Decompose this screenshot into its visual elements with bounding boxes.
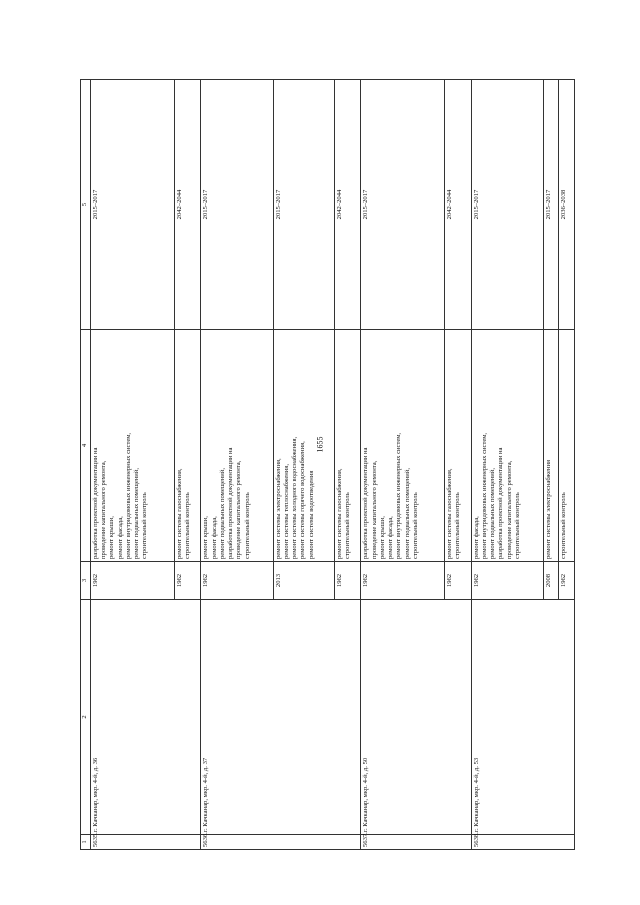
header-col-5: 5 <box>81 80 91 330</box>
repair-work-item: проведение капитального ремонта, <box>505 460 513 559</box>
row-number: 5635. <box>91 835 201 850</box>
build-year: 1962 <box>471 562 543 600</box>
repair-period: 2015–2017 <box>543 80 558 330</box>
repair-work-item: ремонт системы горячего водоснабжения, <box>299 441 307 559</box>
repair-works <box>273 330 334 562</box>
repair-work-item: ремонт внутридомовых инженерных систем, <box>480 432 488 559</box>
build-year: 1962 <box>334 562 361 600</box>
row-number: 5636. <box>201 835 361 850</box>
repair-works <box>334 330 361 562</box>
repair-work-item: проведение капитального ремонта, <box>100 460 108 559</box>
repair-work-item: ремонт системы газоснабжения, <box>335 468 343 559</box>
repair-work-item: ремонт внутридомовых инженерных систем, <box>124 432 132 559</box>
table-body <box>91 80 575 850</box>
repair-work-item: строительный контроль <box>183 492 191 559</box>
build-year: 2013 <box>273 562 334 600</box>
repair-work-item: разработка проектной документации на <box>227 447 235 559</box>
header-col-2: 2 <box>81 600 91 835</box>
repair-work-item: ремонт крыши, <box>202 516 210 559</box>
repair-work-item: разработка проектной документации на <box>497 447 505 559</box>
table-header-row <box>81 80 91 850</box>
repair-work-item: ремонт системы электроснабжения <box>544 459 552 559</box>
repair-work-item: строительный контроль <box>141 492 149 559</box>
table-row <box>361 80 445 850</box>
repair-work-item: ремонт подвальных помещений, <box>403 468 411 559</box>
repair-work-item: строительный контроль <box>343 492 351 559</box>
repair-work-item: ремонт системы водоотведения <box>307 470 315 559</box>
repair-work-item: ремонт фасада, <box>472 516 480 559</box>
repair-work-item: ремонт системы холодного водоснабжения, <box>291 436 299 559</box>
building-address: г. Качканар, мкр. 4-й, д. 50 <box>361 600 471 835</box>
repair-work-item: разработка проектной документации на <box>362 447 370 559</box>
header-col-4: 4 <box>81 330 91 562</box>
repair-schedule-table <box>80 79 575 850</box>
repair-work-item: ремонт фасада, <box>116 516 124 559</box>
repair-work-item: ремонт подвальных помещений, <box>133 468 141 559</box>
repair-work-item: ремонт подвальных помещений, <box>218 468 226 559</box>
building-address: г. Качканар, мкр. 4-й, д. 53 <box>471 600 574 835</box>
repair-work-item: строительный контроль <box>243 492 251 559</box>
build-year: 2008 <box>543 562 558 600</box>
repair-works <box>361 330 445 562</box>
repair-period: 2042–2044 <box>174 80 201 330</box>
repair-work-item: ремонт крыши, <box>108 516 116 559</box>
repair-work-item: проведение капитального ремонта, <box>235 460 243 559</box>
repair-works <box>444 330 471 562</box>
repair-works <box>201 330 273 562</box>
table-row <box>201 80 273 850</box>
repair-work-item: ремонт внутридомовых инженерных систем, <box>395 432 403 559</box>
row-number: 5638. <box>471 835 574 850</box>
repair-works <box>543 330 558 562</box>
repair-work-item: строительный контроль <box>513 492 521 559</box>
repair-period: 2042–2044 <box>334 80 361 330</box>
repair-period: 2015–2017 <box>201 80 273 330</box>
build-year: 1962 <box>201 562 273 600</box>
repair-work-item: ремонт подвальных помещений, <box>489 468 497 559</box>
repair-work-item: ремонт крыши, <box>378 516 386 559</box>
repair-period: 2015–2017 <box>361 80 445 330</box>
repair-work-item: строительный контроль <box>411 492 419 559</box>
document-table-wrapper <box>80 80 575 850</box>
repair-period: 2015–2017 <box>91 80 175 330</box>
build-year: 1962 <box>91 562 175 600</box>
repair-works <box>471 330 543 562</box>
repair-work-item: ремонт системы газоснабжения, <box>175 468 183 559</box>
build-year: 1962 <box>559 562 575 600</box>
build-year: 1962 <box>361 562 445 600</box>
repair-work-item: ремонт системы газоснабжения, <box>445 468 453 559</box>
repair-period: 2042–2044 <box>444 80 471 330</box>
table-row <box>91 80 175 850</box>
repair-work-item: ремонт системы электроснабжения, <box>274 458 282 559</box>
repair-work-item: разработка проектной документации на <box>92 447 99 559</box>
repair-period: 2015–2017 <box>273 80 334 330</box>
repair-work-item: проведение капитального ремонта, <box>370 460 378 559</box>
repair-period: 2036–2038 <box>559 80 575 330</box>
repair-work-item: строительный контроль <box>454 492 462 559</box>
header-col-3: 3 <box>81 562 91 600</box>
repair-work-item: строительный контроль <box>560 492 568 559</box>
table-row <box>471 80 543 850</box>
building-address: г. Качканар, мкр. 4-й, д. 36 <box>91 600 201 835</box>
repair-works <box>91 330 175 562</box>
page-number-text: 1655 <box>315 436 325 453</box>
repair-work-item: ремонт фасада, <box>210 516 218 559</box>
row-number: 5637. <box>361 835 471 850</box>
repair-work-item: ремонт фасада, <box>387 516 395 559</box>
repair-work-item: ремонт системы теплоснабжения, <box>282 464 290 559</box>
header-col-1: 1 <box>81 835 91 850</box>
build-year: 1962 <box>444 562 471 600</box>
build-year: 1962 <box>174 562 201 600</box>
repair-period: 2015–2017 <box>471 80 543 330</box>
building-address: г. Качканар, мкр. 4-й, д. 37 <box>201 600 361 835</box>
repair-works <box>559 330 575 562</box>
repair-works <box>174 330 201 562</box>
